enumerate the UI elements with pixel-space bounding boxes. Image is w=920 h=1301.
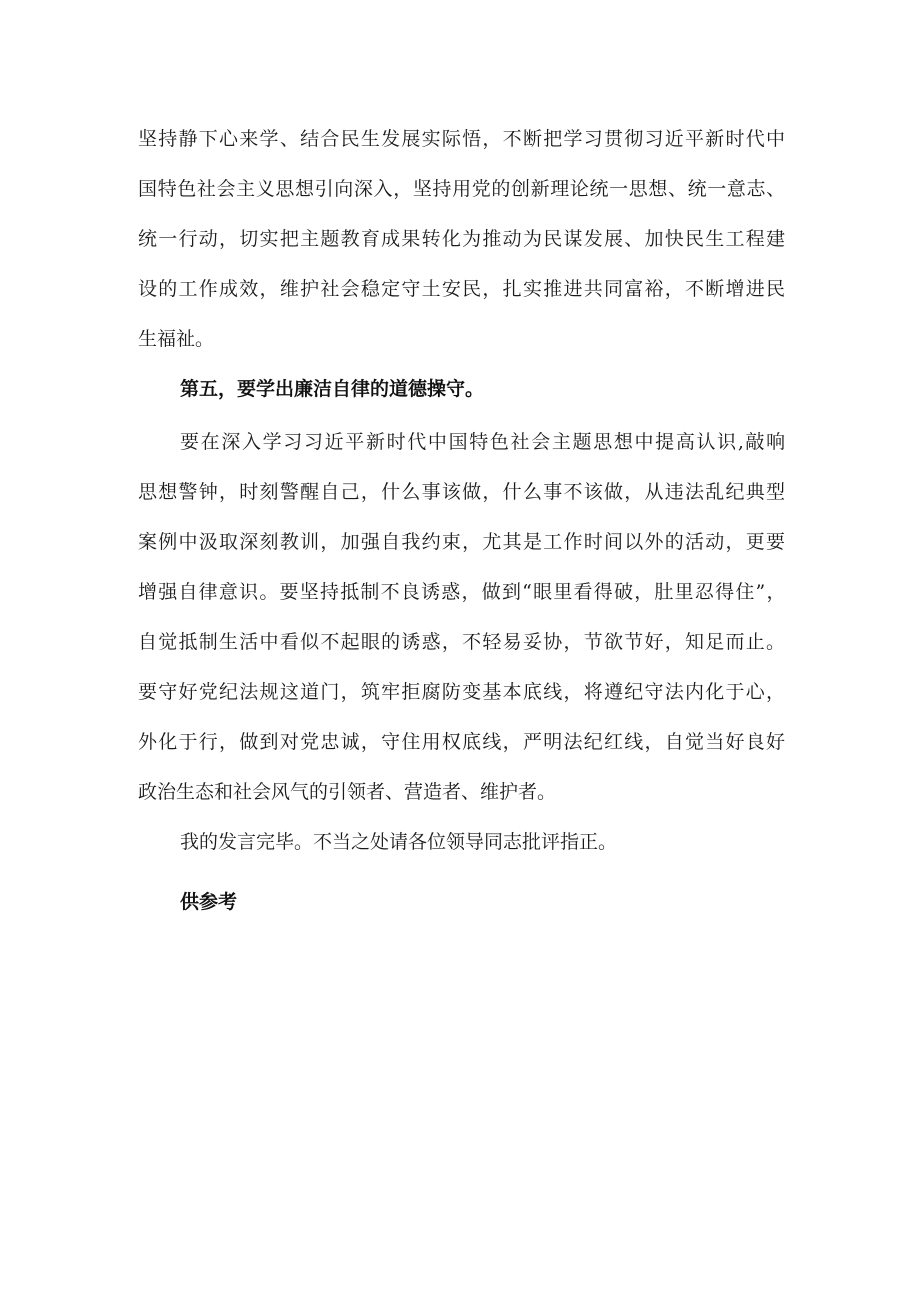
paragraph-1-line-3: 统一行动，切实把主题教育成果转化为推动为民谋发展、加快民生工程建 [138,228,787,250]
paragraph-2-line-8: 政治生态和社会风气的引领者、营造者、维护者。 [138,781,557,803]
paragraph-1-line-5: 生福祉。 [138,328,215,350]
footer-note: 供参考 [180,891,238,913]
paragraph-1-line-2: 国特色社会主义思想引向深入，坚持用党的创新理论统一思想、统一意志、 [138,178,786,200]
closing-statement: 我的发言完毕。不当之处请各位领导同志批评指正。 [180,831,618,853]
paragraph-2-line-5: 自觉抵制生活中看似不起眼的诱惑，不轻易妥协，节欲节好，知足而止。 [138,631,787,653]
paragraph-2-line-3: 案例中汲取深刻教训，加强自我约束，尤其是工作时间以外的活动，更要 [138,531,787,553]
paragraph-1-line-1: 坚持静下心来学、结合民生发展实际悟，不断把学习贯彻习近平新时代中 [138,128,787,150]
paragraph-2-line-7: 外化于行，做到对党忠诚，守住用权底线，严明法纪红线，自觉当好良好 [138,731,787,753]
section-heading-5: 第五，要学出廉洁自律的道德操守。 [180,378,485,400]
paragraph-1-line-4: 设的工作成效，维护社会稳定守土安民，扎实推进共同富裕，不断增进民 [138,278,787,300]
paragraph-2-line-4: 增强自律意识。要坚持抵制不良诱惑，做到“眼里看得破，肚里忍得住”， [138,581,787,603]
paragraph-2-line-1: 要在深入学习习近平新时代中国特色社会主题思想中提高认识,敲响 [180,431,787,453]
paragraph-2-line-6: 要守好党纪法规这道门，筑牢拒腐防变基本底线，将遵纪守法内化于心， [138,681,787,703]
paragraph-2-line-2: 思想警钟，时刻警醒自己，什么事该做，什么事不该做，从违法乱纪典型 [138,481,787,503]
